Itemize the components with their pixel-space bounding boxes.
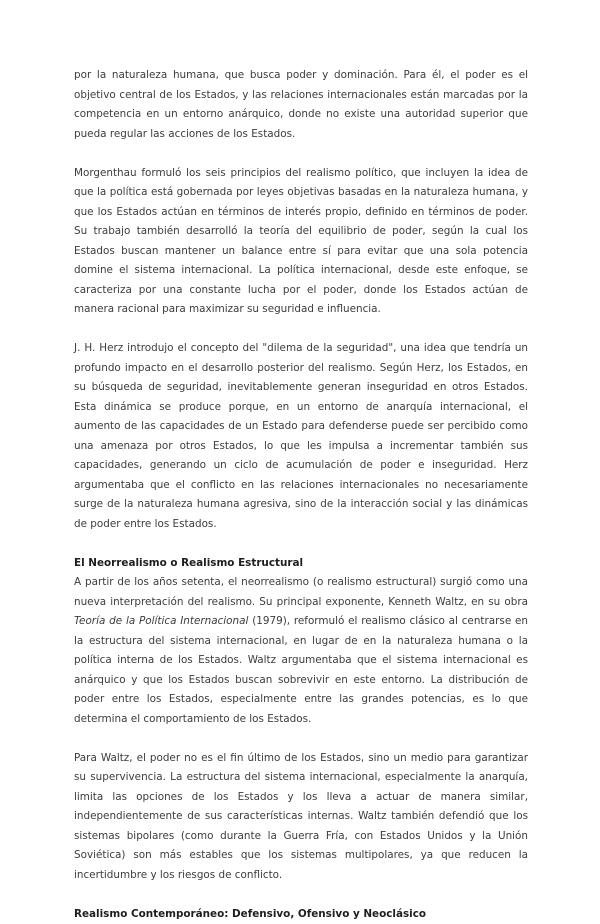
document-page: [74, 66, 528, 924]
heading-contemporary-realism: Realismo Contemporáneo: Defensivo, Ofensivo y Neoclásico: [74, 905, 528, 924]
paragraph-human-nature: por la naturaleza humana, que busca poder y dominación. Para él, el poder es el objetivo central de los Estados, y las relaciones internacionales están marcadas por la competencia en un entorno anárquico, donde no existe una autoridad superior que pueda regular las acciones de los Estados.: [74, 66, 528, 144]
waltz-intro-text-a: A partir de los años setenta, el neorrealismo (o realismo estructural) surgió como una nueva interpretación del realismo. Su principal exponente, Kenneth Waltz, en su obra: [74, 576, 528, 608]
paragraph-morgenthau: Morgenthau formuló los seis principios del realismo político, que incluyen la idea de que la política está gobernada por leyes objetivas basadas en la naturaleza humana, y que los Estados actúan en términos de interés propio, definido en términos de poder. Su trabajo también desarrolló la teoría del equilibrio de poder, según la cual los Estados buscan mantener un balance entre sí para evitar que una sola potencia domine el sistema internacional. La política internacional, desde este enfoque, se caracteriza por una constante lucha por el poder, donde los Estados actúan de manera racional para maximizar su seguridad e influencia.: [74, 164, 528, 320]
waltz-intro-text-b: (1979), reformuló el realismo clásico al centrarse en la estructura del sistema internacional, en lugar de en la naturaleza humana o la política interna de los Estados. Waltz argumentaba que el sistema internacional es anárquico y que los Estados buscan sobrevivir en este entorno. La distribución de poder entre los Estados, especialmente entre las grandes potencias, es lo que determina el comportamiento de los Estados.: [74, 615, 528, 725]
book-title: Teoría de la Política Internacional: [74, 615, 248, 627]
paragraph-waltz-intro: [74, 573, 528, 729]
paragraph-waltz-power: Para Waltz, el poder no es el fin último de los Estados, sino un medio para garantizar su supervivencia. La estructura del sistema internacional, especialmente la anarquía, limita las opciones de los Estados y los lleva a actuar de manera similar, independientemente de sus características internas. Waltz también defendió que los sistemas bipolares (como durante la Guerra Fría, con Estados Unidos y la Unión Soviética) son más estables que los sistemas multipolares, ya que reducen la incertidumbre y los riesgos de conflicto.: [74, 749, 528, 886]
paragraph-herz: J. H. Herz introdujo el concepto del "dilema de la seguridad", una idea que tendría un profundo impacto en el desarrollo posterior del realismo. Según Herz, los Estados, en su búsqueda de seguridad, inevitablemente generan inseguridad en otros Estados. Esta dinámica se produce porque, en un entorno de anarquía internacional, el aumento de las capacidades de un Estado para defenderse puede ser percibido como una amenaza por otros Estados, lo que les impulsa a incrementar también sus capacidades, generando un ciclo de acumulación de poder e inseguridad. Herz argumentaba que el conflicto en las relaciones internacionales no necesariamente surge de la naturaleza humana agresiva, sino de la interacción social y las dinámicas de poder entre los Estados.: [74, 339, 528, 534]
heading-neorealism: El Neorrealismo o Realismo Estructural: [74, 554, 528, 574]
